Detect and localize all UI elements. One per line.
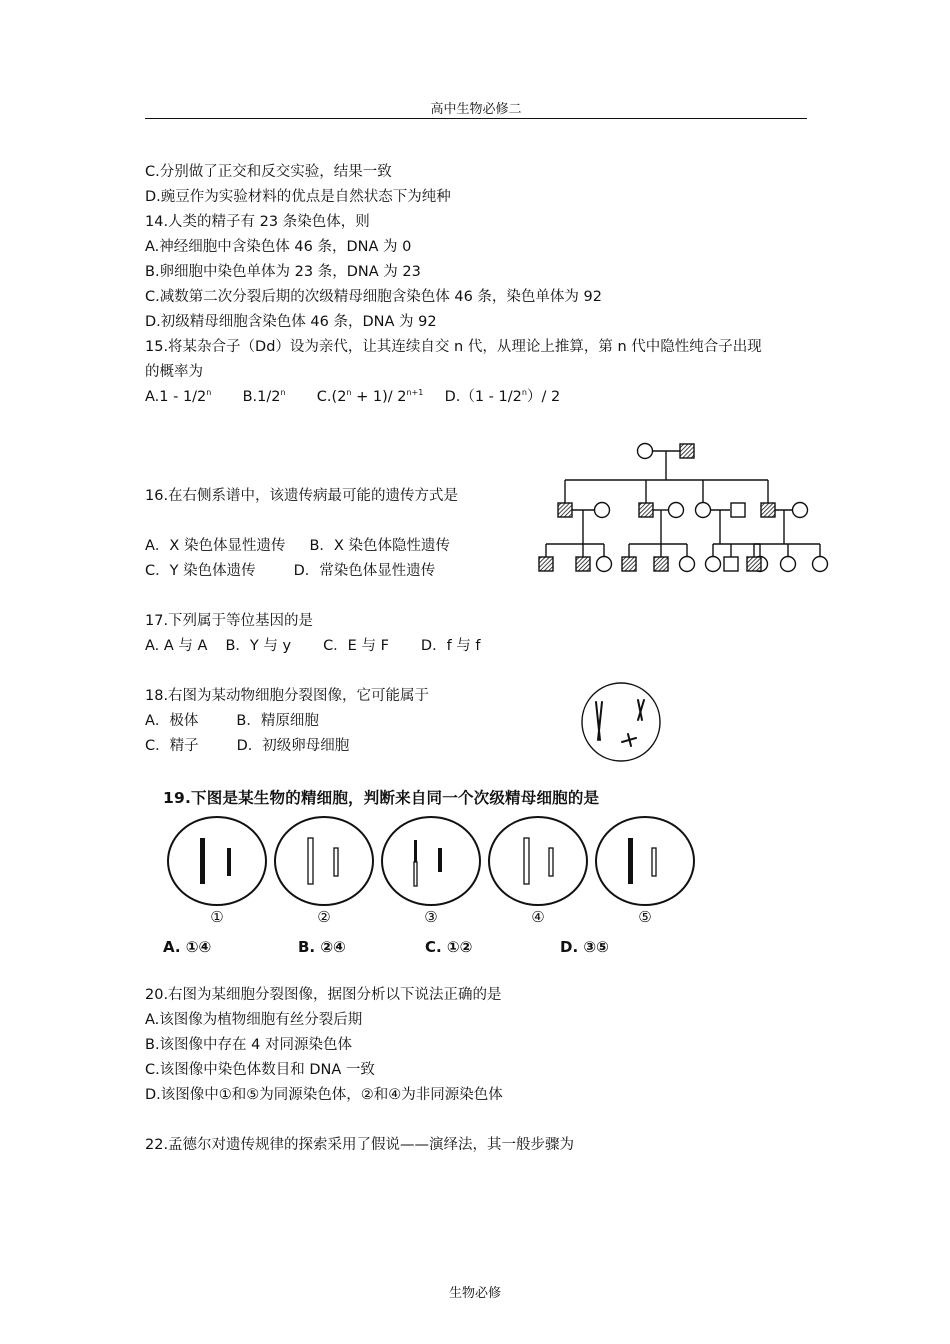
q16-options-row1: [145, 536, 450, 556]
q18-stem: 18.右图为某动物细胞分裂图像，它可能属于: [145, 688, 430, 704]
q14-option-a: A.神经细胞中含染色体 46 条，DNA 为 0: [145, 239, 412, 255]
q19-option-c: C. ①②: [425, 938, 473, 956]
q15-option-d: D.（1 - 1/2$^n$）/ 2: [444, 388, 561, 405]
q14-stem: 14.人类的精子有 23 条染色体，则: [145, 214, 370, 230]
q15-option-b: B.1/2$^n$: [242, 388, 286, 405]
q20-option-b: B.该图像中存在 4 对同源染色体: [145, 1037, 352, 1053]
q17-option-a: A. A 与 A: [145, 638, 208, 654]
header-rule: [145, 118, 807, 119]
q19-label-1: ①: [210, 908, 224, 926]
q19-label-2: ②: [317, 908, 331, 926]
q17-option-b: B．Y 与 y: [225, 638, 292, 654]
q20-option-a: A.该图像为植物细胞有丝分裂后期: [145, 1012, 363, 1028]
q18-options-row1: [145, 711, 319, 731]
pedigree-figure: [528, 438, 830, 578]
q15-stem-line2: 的概率为: [145, 364, 203, 380]
q20-option-c: C.该图像中染色体数目和 DNA 一致: [145, 1062, 375, 1078]
q15-option-a: A.1 - 1/2$^n$: [145, 388, 212, 405]
q20-option-d: D.该图像中①和⑤为同源染色体，②和④为非同源染色体: [145, 1087, 503, 1103]
q19-option-b: B. ②④: [298, 938, 346, 956]
q15-option-c: $C.(2^n + 1)/$ $2^{n+1}$: [316, 388, 424, 405]
q18-option-b: B．精原细胞: [236, 713, 319, 729]
q19-label-4: ④: [531, 908, 545, 926]
q13-option-d: D.豌豆作为实验材料的优点是自然状态下为纯种: [145, 189, 451, 205]
q16-stem: 16.在右侧系谱中，该遗传病最可能的遗传方式是: [145, 488, 459, 504]
q19-option-d: D. ③⑤: [560, 938, 609, 956]
q14-option-b: B.卵细胞中染色单体为 23 条，DNA 为 23: [145, 264, 421, 280]
q13-option-c: C.分别做了正交和反交实验，结果一致: [145, 164, 392, 180]
q15-stem-line1: 15.将某杂合子（Dd）设为亲代，让其连续自交 n 代，从理论上推算，第 n 代中隐性纯合子出现: [145, 339, 762, 355]
q14-option-d: D.初级精母细胞含染色体 46 条，DNA 为 92: [145, 314, 437, 330]
q16-option-a: A．X 染色体显性遗传: [145, 538, 286, 554]
page-header: 高中生物必修二: [430, 102, 522, 117]
q18-option-d: D．初级卵母细胞: [236, 738, 350, 754]
page-footer: 生物必修: [448, 1286, 501, 1301]
q16-option-c: C．Y 染色体遗传: [145, 563, 256, 579]
q16-option-b: B．X 染色体隐性遗传: [309, 538, 450, 554]
q19-stem: 19.下图是某生物的精细胞，判断来自同一个次级精母细胞的是: [163, 789, 600, 807]
q17-option-d: D．f 与 f: [420, 638, 481, 654]
q18-cell-figure: [578, 680, 664, 764]
q17-options: [145, 636, 481, 656]
q17-stem: 17.下列属于等位基因的是: [145, 613, 314, 629]
q14-option-c: C.减数第二次分裂后期的次级精母细胞含染色体 46 条，染色单体为 92: [145, 289, 602, 305]
q20-stem: 20.右图为某细胞分裂图像，据图分析以下说法正确的是: [145, 987, 502, 1003]
q19-option-a: A. ①④: [163, 938, 212, 956]
q18-option-c: C．精子: [145, 738, 199, 754]
q16-option-d: D．常染色体显性遗传: [293, 563, 436, 579]
q19-label-5: ⑤: [638, 908, 652, 926]
q19-cells-figure: [160, 815, 700, 907]
q15-options: [145, 387, 560, 407]
q17-option-c: C．E 与 F: [323, 638, 389, 654]
q18-options-row2: [145, 736, 349, 756]
q19-label-3: ③: [424, 908, 438, 926]
q16-options-row2: [145, 561, 435, 581]
q22-stem: 22.孟德尔对遗传规律的探索采用了假说——演绎法，其一般步骤为: [145, 1137, 575, 1153]
q18-option-a: A．极体: [145, 713, 199, 729]
